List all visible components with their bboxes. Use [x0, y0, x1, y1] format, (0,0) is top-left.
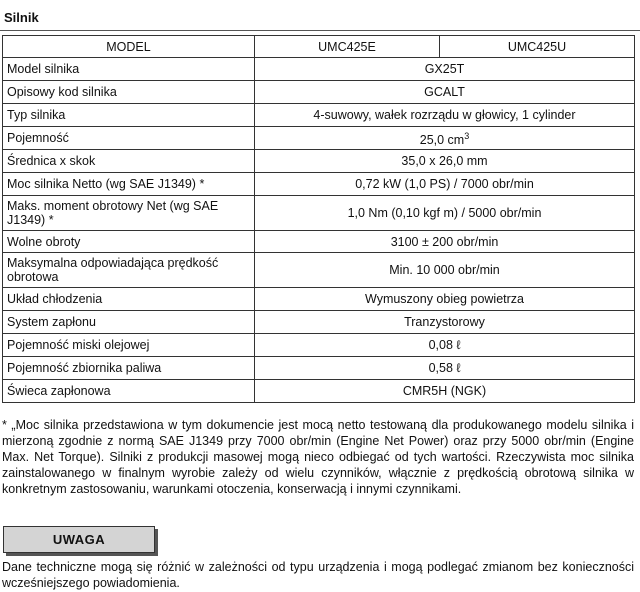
row-label: Średnica x skok — [3, 150, 255, 173]
unit-superscript: 3 — [464, 130, 470, 141]
section-divider — [0, 30, 640, 31]
engine-spec-table — [2, 35, 635, 403]
row-label: System zapłonu — [3, 311, 255, 334]
row-value: 3100 ± 200 obr/min — [255, 231, 635, 253]
footnote-text: * „Moc silnika przedstawiona w tym dokumencie jest mocą netto testowaną dla produkowanego modelu silnika i mierzoną zgodnie z normą SAE J1349 przy 7000 obr/min (Engine Net Power) oraz przy 5000 obr/min (Engine Max. Net Torque). Silniki z produkcji masowej mogą nieco odbiegać od tych wartości. Rzeczywista moc silnika zainstalowanego w finalnym wyrobie zależy od wielu czynników, włącznie z prędkością obrotową silnika w konkretnym zastosowaniu, warunkami otoczenia, konserwacją i innymi czynnikami. — [2, 418, 634, 496]
table-row — [3, 334, 635, 357]
uwaga-notice-label: UWAGA — [3, 526, 155, 553]
row-value: 0,72 kW (1,0 PS) / 7000 obr/min — [255, 173, 635, 196]
table-row — [3, 58, 635, 81]
row-label: Moc silnika Netto (wg SAE J1349) * — [3, 173, 255, 196]
table-row — [3, 311, 635, 334]
row-value: 35,0 x 26,0 mm — [255, 150, 635, 173]
table-header-row — [3, 36, 635, 58]
table-row — [3, 173, 635, 196]
table-row — [3, 231, 635, 253]
table-row — [3, 288, 635, 311]
row-label: Wolne obroty — [3, 231, 255, 253]
row-label: Opisowy kod silnika — [3, 81, 255, 104]
row-label: Maksymalna odpowiadająca prędkość obrotowa — [3, 253, 255, 288]
table-row — [3, 253, 635, 288]
table-row — [3, 150, 635, 173]
row-value: GCALT — [255, 81, 635, 104]
displacement-value: 25,0 cm — [419, 133, 465, 148]
table-row — [3, 357, 635, 380]
row-label: Pojemność miski olejowej — [3, 334, 255, 357]
row-label: Świeca zapłonowa — [3, 380, 255, 403]
header-model: MODEL — [3, 36, 255, 58]
row-value: 0,58 ℓ — [255, 357, 635, 380]
row-value: 0,08 ℓ — [255, 334, 635, 357]
table-row — [3, 81, 635, 104]
notice-text: Dane techniczne mogą się różnić w zależności od typu urządzenia i mogą podlegać zmianom bez konieczności wcześniejszego powiadomienia. — [2, 560, 634, 590]
row-value: Tranzystorowy — [255, 311, 635, 334]
row-value: 4-suwowy, wałek rozrządu w głowicy, 1 cylinder — [255, 104, 635, 127]
row-label: Model silnika — [3, 58, 255, 81]
row-value — [255, 127, 635, 150]
row-value: CMR5H (NGK) — [255, 380, 635, 403]
header-umc425e: UMC425E — [255, 36, 440, 58]
row-value: Min. 10 000 obr/min — [255, 253, 635, 288]
table-row — [3, 127, 635, 150]
row-label: Typ silnika — [3, 104, 255, 127]
row-value: Wymuszony obieg powietrza — [255, 288, 635, 311]
header-umc425u: UMC425U — [440, 36, 635, 58]
section-title: Silnik — [4, 10, 39, 25]
row-label: Maks. moment obrotowy Net (wg SAE J1349) * — [3, 196, 255, 231]
row-label: Pojemność zbiornika paliwa — [3, 357, 255, 380]
row-value: 1,0 Nm (0,10 kgf m) / 5000 obr/min — [255, 196, 635, 231]
row-label: Układ chłodzenia — [3, 288, 255, 311]
table-row — [3, 104, 635, 127]
table-row — [3, 196, 635, 231]
table-row — [3, 380, 635, 403]
row-value: GX25T — [255, 58, 635, 81]
row-label: Pojemność — [3, 127, 255, 150]
